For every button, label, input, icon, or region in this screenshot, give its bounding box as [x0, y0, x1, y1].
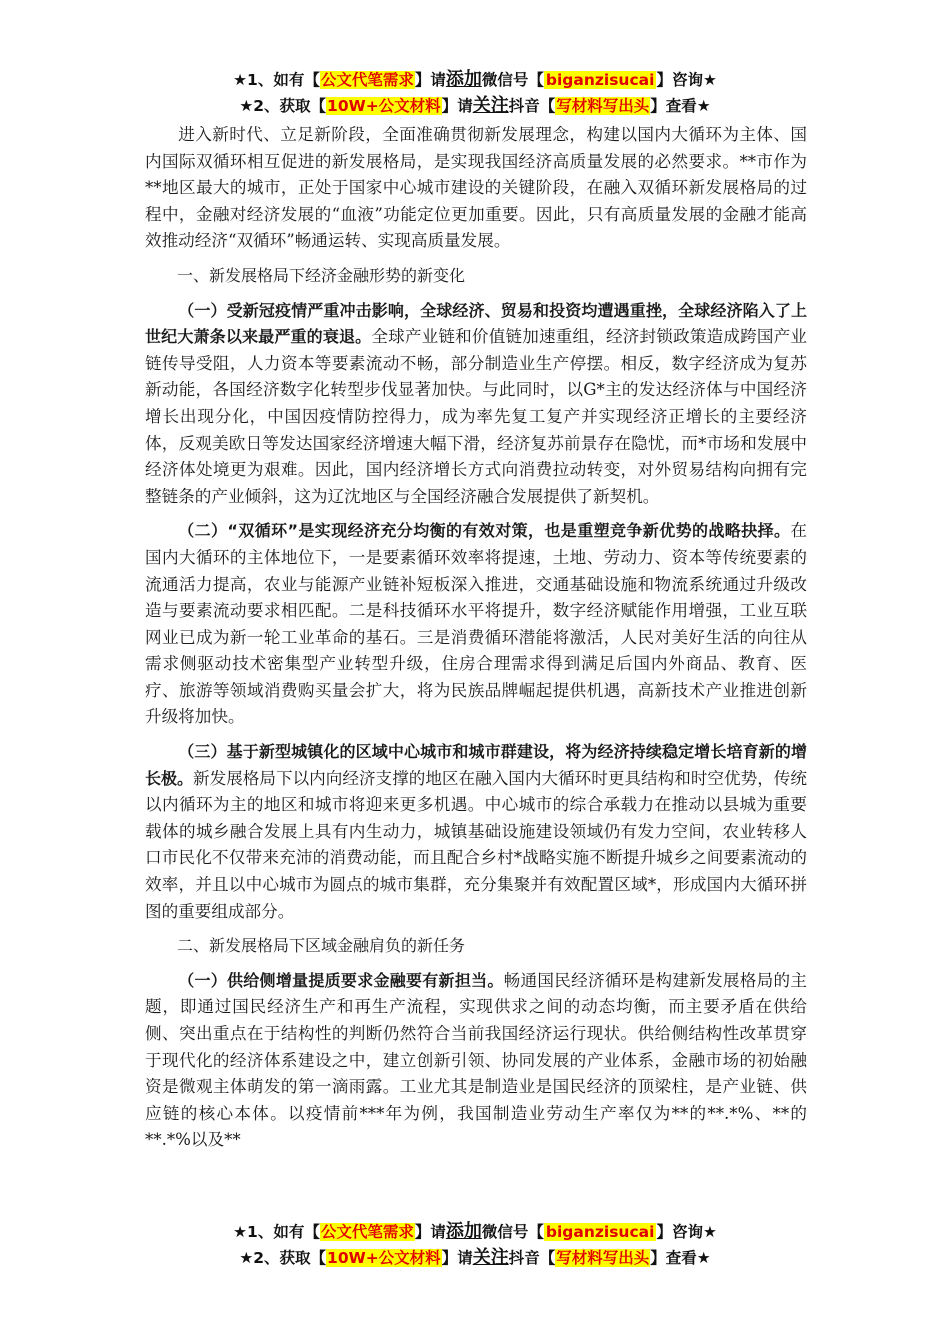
banner-text: ★2、获取【: [239, 1249, 327, 1267]
banner-text: 】请: [414, 1223, 446, 1241]
banner-text: 】查看★: [650, 1249, 711, 1267]
section-1-item-2: [145, 518, 807, 731]
item-text: 新发展格局下以内向经济支撑的地区在融入国内大循环时更具结构和时空优势，传统以内循环为主的地区和城市将迎来更多机遇。中心城市的综合承载力在推动以县城为重要载体的城乡融合发展上具有内生动力，城镇基础设施建设领域仍有发力空间，农业转移人口市民化不仅带来充沛的消费动能，而且配合乡村*战略实施不断提升城乡之间要素流动的效率，并且以中心城市为圆点的城市集群，充分集聚并有效配置区域*，形成国内大循环拼图的重要组成部分。: [145, 768, 807, 921]
banner-line-2: [0, 1245, 950, 1271]
banner-line-2: [0, 93, 950, 119]
section-2-title: 二、新发展格局下区域金融肩负的新任务: [177, 936, 466, 956]
article-body: [145, 122, 807, 1154]
highlight-wechat-id: biganzisucai: [545, 71, 655, 89]
banner-emphasis: 关注: [472, 1247, 509, 1268]
banner-text: 】请: [441, 97, 473, 115]
banner-emphasis: 添加: [445, 69, 482, 90]
banner-emphasis: 关注: [472, 95, 509, 116]
banner-text: 抖音【: [508, 1249, 556, 1267]
highlight-service: 公文代笔需求: [320, 1223, 414, 1241]
banner-text: ★1、如有【: [233, 71, 320, 89]
banner-text: 微信号【: [481, 71, 544, 89]
header-banner-bottom: [0, 1219, 950, 1271]
highlight-wechat-id: biganzisucai: [545, 1223, 655, 1241]
banner-text: 】查看★: [650, 97, 711, 115]
banner-text: ★2、获取【: [239, 97, 327, 115]
item-lead: （一）供给侧增量提质要求金融要有新担当。: [178, 970, 504, 990]
item-text: 全球产业链和价值链加速重组，经济封锁政策造成跨国产业链传导受阻，人力资本等要素流动不畅，部分制造业生产停摆。相反，数字经济成为复苏新动能，各国经济数字化转型步伐显著加快。与此同时，以G*主的发达经济体与中国经济增长出现分化，中国因疫情防控得力，成为率先复工复产并实现经济正增长的主要经济体，反观美欧日等发达国家经济增速大幅下滑，经济复苏前景存在隐忧，而*市场和发展中经济体处境更为艰难。因此，国内经济增长方式向消费拉动转变，对外贸易结构向拥有完整链条的产业倾斜，这为辽沈地区与全国经济融合发展提供了新契机。: [145, 327, 807, 506]
item-lead: （二）“双循环”是实现经济充分均衡的有效对策，也是重塑竞争新优势的战略抉择。: [178, 521, 791, 541]
banner-line-1: [0, 67, 950, 93]
section-1-item-1: [145, 298, 807, 511]
highlight-douyin: 写材料写出头: [556, 97, 650, 115]
header-banner-top: [0, 67, 950, 119]
banner-text: 抖音【: [508, 97, 556, 115]
banner-text: ★1、如有【: [233, 1223, 320, 1241]
banner-text: 】咨询★: [656, 1223, 717, 1241]
section-1-title: 一、新发展格局下经济金融形势的新变化: [177, 265, 466, 285]
highlight-service: 公文代笔需求: [320, 71, 414, 89]
item-lead: （一）受新冠疫情严重冲击影响，全球经济、贸易和投资均遭遇重挫，全球经济陷入了上世纪大萧条以来最严重的衰退。: [145, 300, 807, 347]
banner-text: 】咨询★: [656, 71, 717, 89]
item-lead: （三）基于新型城镇化的区域中心城市和城市群建设，将为经济持续稳定增长培育新的增长极。: [145, 742, 807, 788]
item-text: 畅通国民经济循环是构建新发展格局的主题，即通过国民经济生产和再生产流程，实现供求之间的动态均衡，而主要矛盾在供给侧、突出重点在于结构性的判断仍然符合当前我国经济运行现状。供给侧结构性改革贯穿于现代化的经济体系建设之中，建立创新引领、协同发展的产业体系，金融市场的初始融资是微观主体萌发的第一滴雨露。工业尤其是制造业是国民经济的顶梁柱，是产业链、供应链的核心本体。以疫情前***年为例，我国制造业劳动生产率仅为**的**.*%、**的**.*%以及**: [145, 970, 807, 1150]
banner-text: 】请: [414, 71, 446, 89]
section-1-item-3: [145, 739, 807, 925]
intro-paragraph: 进入新时代、立足新阶段，全面准确贯彻新发展理念，构建以国内大循环为主体、国内国际双循环相互促进的新发展格局，是实现我国经济高质量发展的必然要求。**市作为**地区最大的城市，正处于国家中心城市建设的关键阶段，在融入双循环新发展格局的过程中，金融对经济发展的“血液”功能定位更加重要。因此，只有高质量发展的金融才能高效推动经济“双循环”畅通运转、实现高质量发展。: [145, 125, 807, 251]
highlight-douyin: 写材料写出头: [556, 1249, 650, 1267]
banner-text: 】请: [441, 1249, 473, 1267]
highlight-materials: 10W+公文材料: [327, 97, 441, 115]
highlight-materials: 10W+公文材料: [327, 1249, 441, 1267]
section-2-item-1: [145, 968, 807, 1154]
item-text: 在国内大循环的主体地位下，一是要素循环效率将提速，土地、劳动力、资本等传统要素的流通活力提高，农业与能源产业链补短板深入推进，交通基础设施和物流系统通过升级改造与要素流动要求相匹配。二是科技循环水平将提升，数字经济赋能作用增强，工业互联网业已成为新一轮工业革命的基石。三是消费循环潜能将激活，人民对美好生活的向往从需求侧驱动技术密集型产业转型升级，住房合理需求得到满足后国内外商品、教育、医疗、旅游等领域消费购买量会扩大，将为民族品牌崛起提供机遇，高新技术产业推进创新升级将加快。: [145, 521, 807, 727]
banner-line-1: [0, 1219, 950, 1245]
banner-emphasis: 添加: [445, 1221, 482, 1242]
banner-text: 微信号【: [481, 1223, 544, 1241]
